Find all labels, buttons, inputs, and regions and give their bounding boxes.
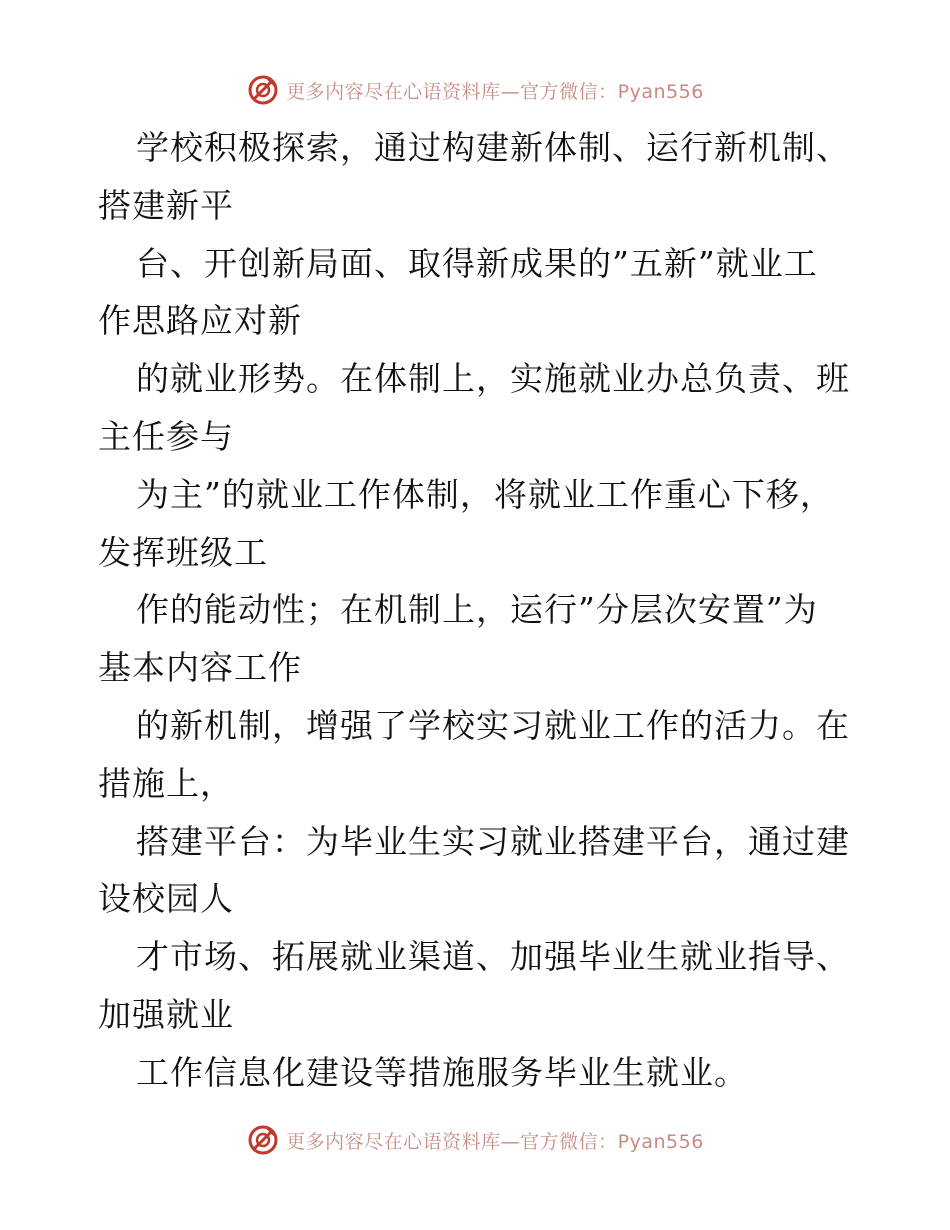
body-line: 措施上， xyxy=(98,763,234,803)
footer-banner xyxy=(0,1120,950,1160)
body-line: 为主”的就业工作体制，将就业工作重心下移， xyxy=(136,474,834,514)
body-line: 作思路应对新 xyxy=(98,301,302,341)
body-line: 学校积极探索，通过构建新体制、运行新机制、 xyxy=(136,128,850,167)
body-line: 主任参与 xyxy=(98,416,234,456)
body-line: 台、开创新局面、取得新成果的”五新”就业工 xyxy=(136,243,818,283)
header-banner-text: 更多内容尽在心语资料库—官方微信：Pyan556 xyxy=(286,80,704,103)
body-line: 才市场、拓展就业渠道、加强毕业生就业指导、 xyxy=(136,937,850,977)
body-line: 工作信息化建设等措施服务毕业生就业。 xyxy=(136,1052,748,1092)
body-line: 设校园人 xyxy=(98,879,234,919)
body-line: 基本内容工作 xyxy=(98,648,302,688)
body-line: 发挥班级工 xyxy=(98,532,268,572)
body-line: 作的能动性；在机制上，运行”分层次安置”为 xyxy=(136,590,818,630)
body-line: 搭建新平 xyxy=(98,185,234,225)
body-line: 搭建平台：为毕业生实习就业搭建平台，通过建 xyxy=(136,821,850,861)
footer-banner-text: 更多内容尽在心语资料库—官方微信：Pyan556 xyxy=(286,1130,704,1153)
logo-icon xyxy=(246,1123,280,1157)
body-line: 加强就业 xyxy=(98,994,234,1034)
logo-icon xyxy=(246,73,280,107)
body-line: 的就业形势。在体制上，实施就业办总负责、班 xyxy=(136,359,850,399)
body-line: 的新机制，增强了学校实习就业工作的活力。在 xyxy=(136,705,850,745)
document-body xyxy=(98,119,868,1102)
header-banner xyxy=(0,70,950,110)
